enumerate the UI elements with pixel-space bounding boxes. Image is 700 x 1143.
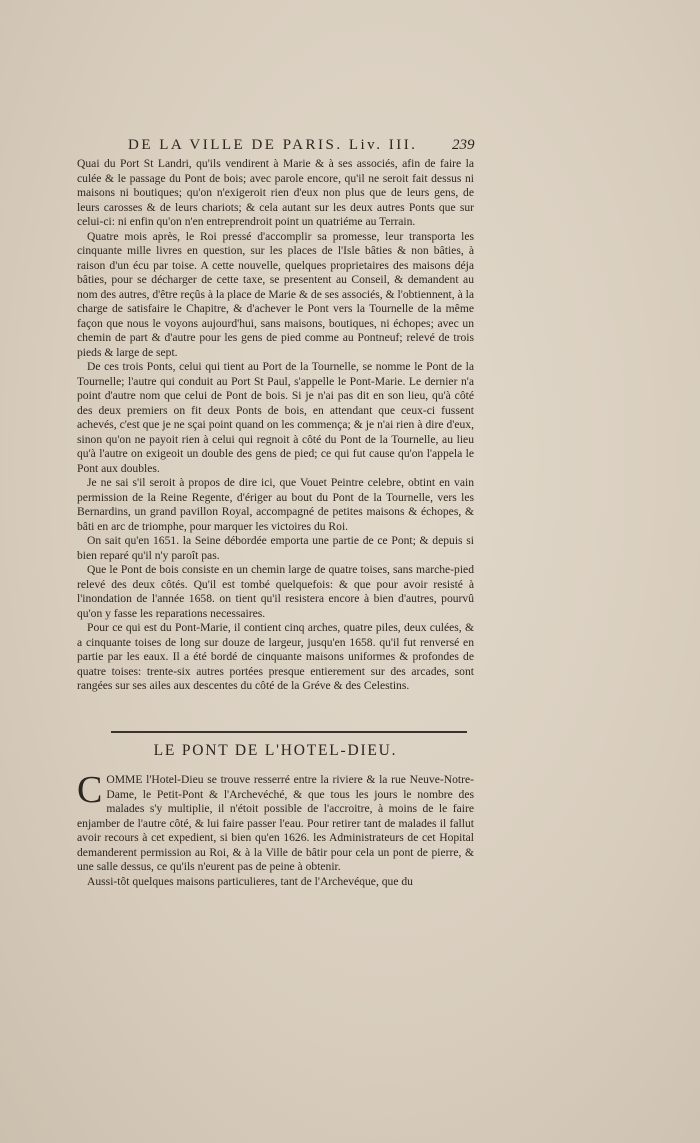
running-title: DE LA VILLE DE PARIS. Liv. III. xyxy=(128,137,418,153)
drop-cap: C xyxy=(77,769,103,811)
paragraph: On sait qu'en 1651. la Seine débordée emporta une partie de ce Pont; & depuis si bien reparé qu'il n'y paroît pas. xyxy=(77,534,474,562)
page-number: 239 xyxy=(452,137,475,153)
paragraph: De ces trois Ponts, celui qui tient au Port de la Tournelle, se nomme le Pont de la Tournelle; l'autre qui conduit au Port St Paul, s'appelle le Pont-Marie. Le dernier n'a point d'autre nom que celui de Pont de bois. Si je n'ai pas dit en son lieu, qu'à côté des deux premiers on fit deux Ponts de bois, en attendant que ceux-ci fussent achevés, c'est que je ne sçai point quand on les commença; & je n'ai rien à dire d'eux, sinon qu'on ne payoit rien à celui qui regnoit à côté du Pont de la Tournelle, au lieu qu'à l'autre on exigeoit un double des gens de pied; ce qui fut cause qu'on l'appela le Pont aux doubles. xyxy=(77,360,474,475)
paragraph: Que le Pont de bois consiste en un chemin large de quatre toises, sans marche-pied relevé des deux côtés. Qu'il est tombé quelquefois: & que pour avoir resisté à l'inondation de l'année 1658. on tient qu'il resistera encore à bien d'autres, pourvû qu'on y fasse les reparations necessaires. xyxy=(77,563,474,620)
paragraph xyxy=(77,769,474,875)
paragraph: Quatre mois après, le Roi pressé d'accomplir sa promesse, leur transporta les cinquante mille livres en question, sur les places de l'Isle bâties & non bâties, à raison d'un écu par toise. A cette nouvelle, quelques proprietaires des maisons déja bâties, pour se décharger de cette taxe, se presentent au Conseil, & demandent au nom des autres, d'être reçûs à la place de Marie & de ses associés, & l'obtiennent, à la charge de satisfaire le Chapitre, & d'achever le Pont vers la Tournelle de la même façon que nous le voyons aujourd'hui, sans maisons, boutiques, ni échopes; avec un chemin de part & d'autre pour les gens de pied comme au Pontneuf; relevé de trois pieds & large de sept. xyxy=(77,229,474,359)
section-title: LE PONT DE L'HOTEL-DIEU. xyxy=(153,742,398,759)
section-divider xyxy=(111,731,467,733)
paragraph: Je ne sai s'il seroit à propos de dire ici, que Vouet Peintre celebre, obtint en vain permission de la Reine Regente, d'ériger au bout du Pont de la Tournelle, vers les Bernardins, un grand pavillon Royal, accompagné de petites maisons & échopes, & bâti en arc de triomphe, pour marquer les victoires du Roi. xyxy=(77,476,474,533)
paragraph: Pour ce qui est du Pont-Marie, il contient cinq arches, quatre piles, deux culées, & a cinquante toises de long sur douze de largeur, jusqu'en 1658. qu'il fut renversé en partie par les eaux. Il a été bordé de cinquante maisons uniformes & profondes de quatre toises: trente-six autres portées presque entierement sur des arcades, sont rangées sur ses ailes aux descentes du côté de la Gréve & des Celestins. xyxy=(77,621,474,692)
section-1-text xyxy=(77,157,474,694)
paragraph: Aussi-tôt quelques maisons particulieres, tant de l'Archevéque, que du xyxy=(87,874,413,888)
paragraph-text: OMME l'Hotel-Dieu se trouve resserré entre la riviere & la rue Neuve-Notre-Dame, le Petit-Pont & l'Archevéché, & que tous les jours le nombre des malades s'y multiplie, il n'étoit possible de l'accroitre, à moins de le faire enjamber de l'autre côté, & lui faire passer l'eau. Pour retirer tant de malades il fallut avoir recours à cet expedient, si bien qu'en 1626. les Administrateurs de cet Hopital demanderent permission au Roi, & à la Ville de bâtir pour cela un pont de pierre, & une salle dessus, ce qu'ils n'eurent pas de peine à obtenir. xyxy=(77,773,474,873)
paragraph: Quai du Port St Landri, qu'ils vendirent à Marie & à ses associés, afin de faire la culée & le passage du Pont de bois; avec parole encore, qu'il ne seroit fait dessus ni maisons ni boutiques; qu'on n'exigeroit rien d'eux non plus que de leurs gens, de leurs carosses & de leurs chariots; & cela autant sur les deux autres Ponts que sur celui-ci: ni enfin qu'on n'en entreprendroit point un quatriéme au Terrain. xyxy=(77,157,474,228)
section-2-text xyxy=(77,769,474,889)
